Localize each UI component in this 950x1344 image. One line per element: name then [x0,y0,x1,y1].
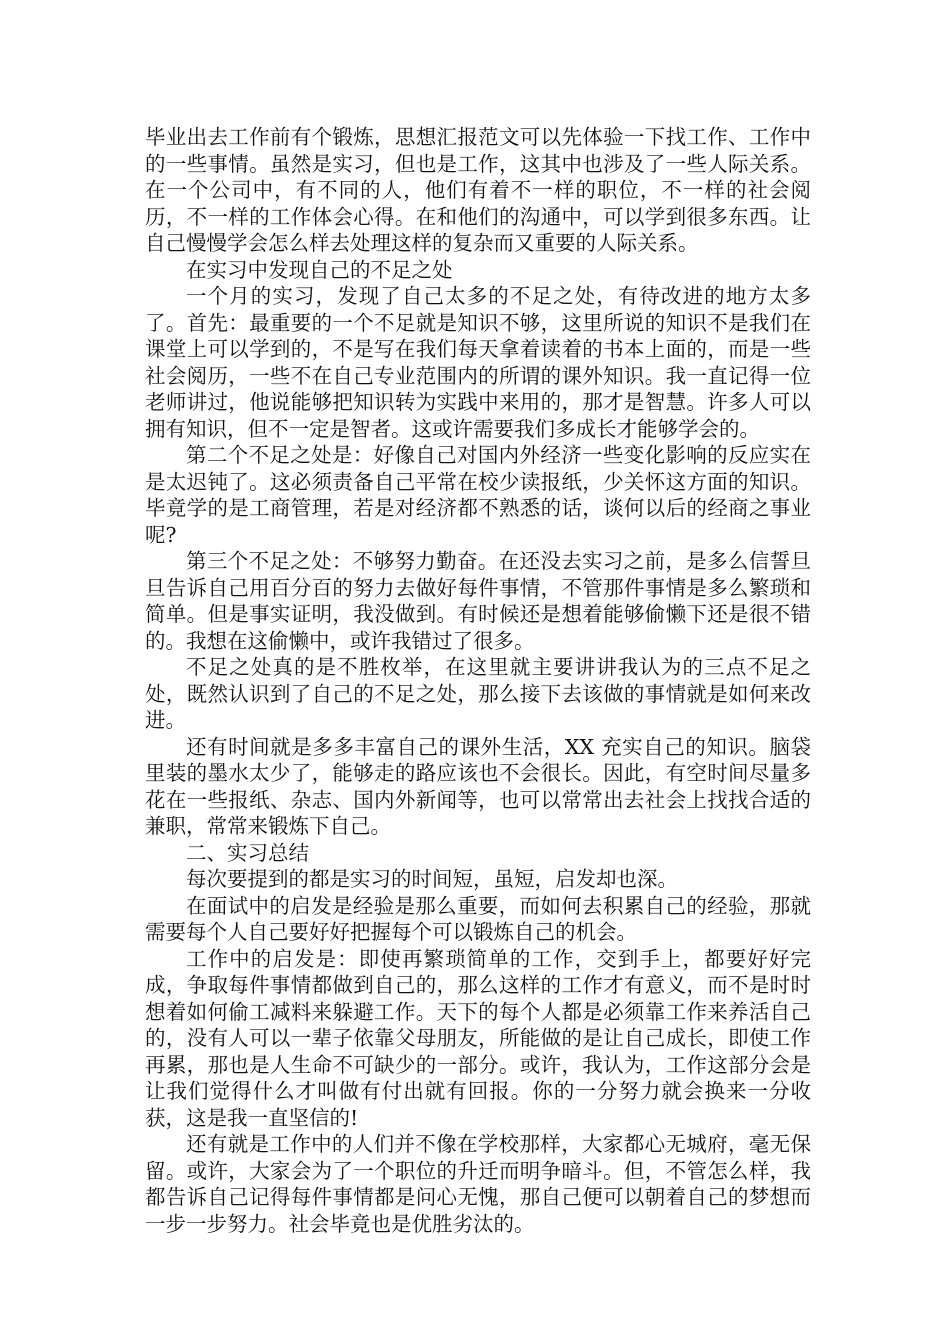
section-heading-summary: 二、实习总结 [186,840,309,865]
paragraph-shortcomings-summary: 不足之处真的是不胜枚举，在这里就主要讲讲我认为的三点不足之处，既然认识到了自己的不足之处，那么接下去该做的事情就是如何来改进。 [145,655,811,732]
paragraph-shortcoming-2: 第二个不足之处是：好像自己对国内外经济一些变化影响的反应实在是太迟钝了。这必须责备自己平常在校少读报纸，少关怀这方面的知识。毕竟学的是工商管理，若是对经济都不熟悉的话，谈何以后的经商之事业呢? [145,443,811,547]
paragraph-workplace-people: 还有就是工作中的人们并不像在学校那样，大家都心无城府，毫无保留。或许，大家会为了一个职位的升迁而明争暗斗。但，不管怎么样，我都告诉自己记得每件事情都是问心无愧，那自己便可以朝着自己的梦想而一步一步努力。社会毕竟也是优胜劣汰的。 [145,1132,811,1236]
paragraph-intro: 毕业出去工作前有个锻炼，思想汇报范文可以先体验一下找工作、工作中的一些事情。虽然是实习，但也是工作，这其中也涉及了一些人际关系。在一个公司中，有不同的人，他们有着不一样的职位，不一样的社会阅历，不一样的工作体会心得。在和他们的沟通中，可以学到很多东西。让自己慢慢学会怎么样去处理这样的复杂而又重要的人际关系。 [145,125,811,255]
paragraph-work-insight: 工作中的启发是：即使再繁琐简单的工作，交到手上，都要好好完成，争取每件事情都做到自己的，那么这样的工作才有意义，而不是时时想着如何偷工减料来躲避工作。天下的每个人都是必须靠工作来养活自己的，没有人可以一辈子依靠父母朋友，所能做的是让自己成长，即使工作再累，那也是人生命不可缺少的一部分。或许，我认为，工作这部分会是让我们觉得什么才叫做有付出就有回报。你的一分努力就会换来一分收获，这是我一直坚信的! [145,946,811,1130]
paragraph-shortcoming-3: 第三个不足之处：不够努力勤奋。在还没去实习之前，是多么信誓旦旦告诉自己用百分百的努力去做好每件事情，不管那件事情是多么繁琐和简单。但是事实证明，我没做到。有时候还是想着能够偷懒下还是很不错的。我想在这偷懒中，或许我错过了很多。 [145,549,811,653]
paragraph-summary-intro: 每次要提到的都是实习的时间短，虽短，启发却也深。 [186,867,678,891]
section-heading-shortcomings: 在实习中发现自己的不足之处 [186,257,453,282]
paragraph-interview-insight: 在面试中的启发是经验是那么重要，而如何去积累自己的经验，那就需要每个人自己要好好把握每个可以锻炼自己的机会。 [145,893,811,944]
paragraph-shortcoming-1: 一个月的实习，发现了自己太多的不足之处，有待改进的地方太多了。首先：最重要的一个不足就是知识不够，这里所说的知识不是我们在课堂上可以学到的，不是写在我们每天拿着读着的书本上面的，而是一些社会阅历，一些不在自己专业范围内的所谓的课外知识。我一直记得一位老师讲过，他说能够把知识转为实践中来用的，那才是智慧。许多人可以拥有知识，但不一定是智者。这或许需要我们多成长才能够学会的。 [145,284,811,441]
document-body [145,124,811,1237]
paragraph-improvement: 还有时间就是多多丰富自己的课外生活，XX 充实自己的知识。脑袋里装的墨水太少了，能够走的路应该也不会很长。因此，有空时间尽量多花在一些报纸、杂志、国内外新闻等，也可以常常出去社会上找找合适的兼职，常常来锻炼下自己。 [145,734,811,838]
